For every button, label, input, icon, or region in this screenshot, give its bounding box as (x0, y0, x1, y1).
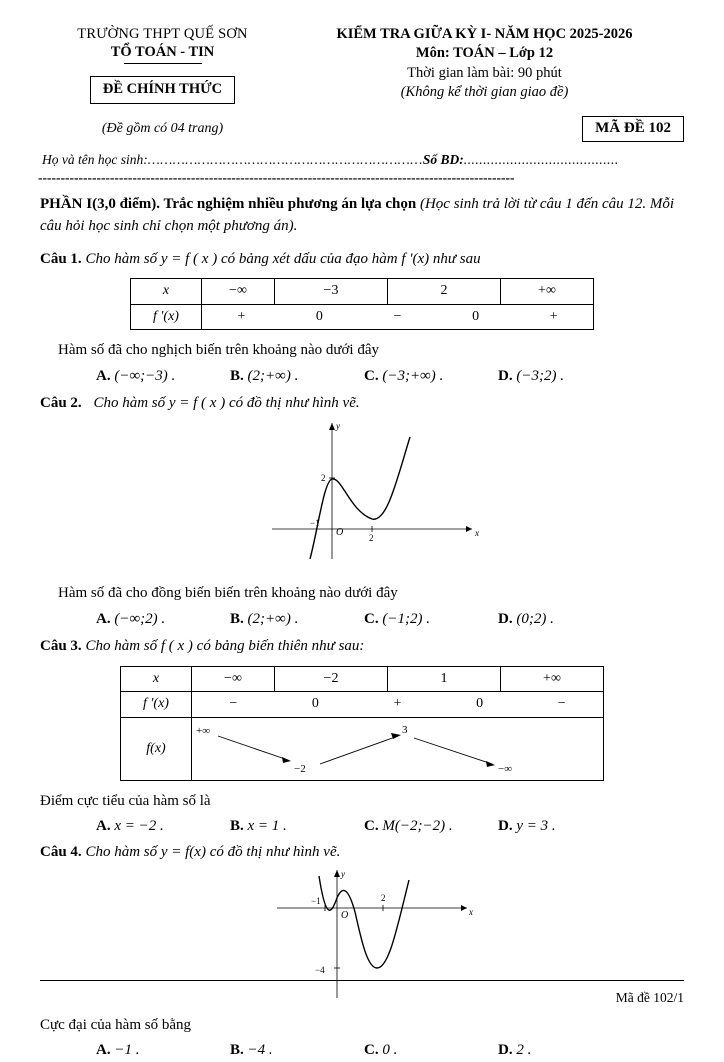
header-second-row (0, 104, 724, 142)
svg-text:x: x (475, 528, 479, 539)
question-3-stem: Cho hàm số f ( x ) có bảng biến thiên như sau: (85, 638, 365, 655)
option-c-letter: C. (364, 367, 379, 384)
exam-duration-note: (Không kể thời gian giao đề) (400, 84, 569, 100)
question-3-variation-table (120, 666, 604, 781)
cell-x-0: −∞ (192, 667, 275, 692)
sign-0: + (237, 308, 246, 324)
svg-text:2: 2 (321, 473, 326, 484)
option-c-text: (−3;+∞) . (382, 367, 444, 384)
cell-x-2: 2 (388, 279, 501, 304)
option-a-letter: A. (96, 1042, 111, 1059)
option-a[interactable] (96, 609, 230, 631)
sign-4: + (549, 308, 558, 324)
question-4-label: Câu 4. (40, 844, 82, 861)
question-3-options (40, 816, 684, 838)
sign-3: 0 (476, 696, 484, 712)
option-d-letter: D. (498, 1042, 513, 1059)
option-b-text: x = 1 . (247, 818, 287, 835)
exam-title: KIỂM TRA GIỮA KỲ I- NĂM HỌC 2025-2026 (336, 26, 633, 42)
option-b-letter: B. (230, 610, 244, 627)
option-c-text: M(−2;−2) . (382, 818, 453, 835)
option-a[interactable] (96, 366, 230, 388)
option-d[interactable] (498, 609, 632, 631)
exam-code-wrap (285, 116, 684, 142)
table-row (131, 279, 594, 304)
row-label-x: x (131, 279, 202, 304)
svg-text:−4: −4 (315, 964, 325, 975)
row-label-fprime: f '(x) (121, 692, 192, 717)
question-2-options (40, 609, 684, 631)
sign-0: − (229, 696, 238, 712)
value-minus-2: −2 (294, 762, 306, 775)
question-2-label: Câu 2. (40, 395, 82, 412)
variation-arrows-svg (192, 720, 554, 778)
svg-text:2: 2 (369, 533, 374, 544)
sign-cells (192, 692, 604, 717)
footer-divider (40, 980, 684, 981)
footer (0, 990, 724, 1006)
sign-2: − (393, 308, 402, 324)
svg-text:x: x (469, 906, 473, 917)
option-c-letter: C. (364, 818, 379, 835)
option-c-text: 0 . (382, 1042, 398, 1059)
question-1-stem: Cho hàm số y = f ( x ) có bảng xét dấu của đạo hàm f '(x) như sau (85, 250, 481, 267)
exam-subject: Môn: TOÁN – Lớp 12 (415, 45, 554, 61)
svg-text:2: 2 (381, 892, 386, 903)
question-2-graph (40, 419, 684, 577)
option-c[interactable] (364, 816, 498, 838)
option-d-letter: D. (498, 818, 513, 835)
part1-heading (40, 194, 684, 238)
option-d-text: (−3;2) . (516, 367, 564, 384)
exam-duration: Thời gian làm bài: 90 phút (407, 65, 562, 81)
cell-x-3: +∞ (501, 667, 604, 692)
option-d-letter: D. (498, 610, 513, 627)
cell-x-3: +∞ (501, 279, 594, 304)
svg-text:y: y (341, 868, 345, 879)
table-row (131, 304, 594, 329)
option-b[interactable] (230, 1040, 364, 1062)
question-3 (40, 636, 684, 658)
question-2-stem: Cho hàm số y = f ( x ) có đồ thị như hình vẽ. (93, 395, 360, 412)
option-c[interactable] (364, 1040, 498, 1062)
sign-1: 0 (311, 696, 319, 712)
sign-2: + (393, 696, 402, 712)
sbd-label: Số BD: (422, 152, 464, 167)
option-b[interactable] (230, 816, 364, 838)
option-d[interactable] (498, 816, 632, 838)
option-b-letter: B. (230, 1042, 244, 1059)
exam-body (0, 186, 724, 1062)
department-underline (124, 63, 202, 64)
option-b-text: −4 . (247, 1042, 273, 1059)
value-3: 3 (402, 723, 408, 736)
value-minus-infinity: −∞ (498, 762, 513, 775)
question-1-options (40, 366, 684, 388)
option-d-text: y = 3 . (516, 818, 556, 835)
table-row (121, 692, 604, 717)
option-a[interactable] (96, 1040, 230, 1062)
option-b-text: (2;+∞) . (247, 610, 299, 627)
question-4-stem: Cho hàm số y = f(x) có đồ thị như hình vẽ. (85, 844, 341, 861)
student-name-field[interactable]: ………………………………………………………… (147, 152, 423, 167)
exam-code-badge: MÃ ĐỀ 102 (582, 116, 684, 142)
table-row (121, 667, 604, 692)
part1-instruction: (Học sinh trả lời từ câu 1 đến câu 12. Mỗi câu hỏi học sinh chỉ chọn một phương án). (40, 196, 675, 234)
cell-x-0: −∞ (202, 279, 275, 304)
option-a-text: (−∞;2) . (114, 610, 166, 627)
option-c-letter: C. (364, 1042, 379, 1059)
option-c[interactable] (364, 609, 498, 631)
svg-text:O: O (336, 527, 344, 539)
option-a-letter: A. (96, 367, 111, 384)
official-exam-badge: ĐỀ CHÍNH THỨC (90, 76, 235, 104)
department-name: TỔ TOÁN - TIN (110, 44, 215, 60)
question-3-prompt: Điểm cực tiểu của hàm số là (40, 792, 211, 809)
svg-text:−1: −1 (311, 895, 321, 906)
header-right-block (285, 26, 684, 104)
option-a-text: −1 . (114, 1042, 140, 1059)
cell-x-1: −3 (275, 279, 388, 304)
question-4 (40, 842, 684, 864)
cell-x-1: −2 (275, 667, 388, 692)
student-info-row (0, 142, 724, 168)
pages-note: (Đề gồm có 04 trang) (101, 121, 224, 136)
option-d[interactable] (498, 1040, 632, 1062)
cell-x-2: 1 (388, 667, 501, 692)
svg-text:y: y (336, 421, 340, 432)
option-b-letter: B. (230, 367, 244, 384)
option-a-text: (−∞;−3) . (114, 367, 176, 384)
header-left-block (40, 26, 285, 104)
row-label-f: f(x) (121, 717, 192, 780)
variation-arrows-cell (192, 717, 604, 780)
document-header (0, 0, 724, 104)
question-4-prompt: Cực đại của hàm số bằng (40, 1016, 192, 1033)
option-a[interactable] (96, 816, 230, 838)
table-row (121, 717, 604, 780)
sign-3: 0 (472, 308, 480, 324)
graph-q4-svg (237, 868, 487, 1003)
option-c-text: (−1;2) . (382, 610, 430, 627)
sign-1: 0 (315, 308, 323, 324)
svg-text:−1: −1 (310, 518, 320, 529)
sign-cells (202, 304, 594, 329)
question-2-prompt: Hàm số đã cho đồng biến biến trên khoảng nào dưới đây (58, 584, 398, 601)
option-c[interactable] (364, 366, 498, 388)
school-name: TRƯỜNG THPT QUẾ SƠN (77, 26, 248, 42)
question-1-prompt: Hàm số đã cho nghịch biến trên khoảng nào dưới đây (58, 341, 379, 358)
option-d-letter: D. (498, 367, 513, 384)
header-divider: ---------------------------------------------------------------------------------------------------------- (38, 170, 515, 185)
option-b[interactable] (230, 609, 364, 631)
option-d-text: 2 . (516, 1042, 532, 1059)
sign-4: − (557, 696, 566, 712)
question-1-sign-table (130, 278, 594, 330)
question-2 (40, 393, 684, 415)
option-c-letter: C. (364, 610, 379, 627)
option-d-text: (0;2) . (516, 610, 554, 627)
page-code: Mã đề 102/1 (615, 990, 684, 1005)
option-b[interactable] (230, 366, 364, 388)
option-a-letter: A. (96, 610, 111, 627)
svg-text:O: O (341, 909, 349, 921)
value-plus-infinity: +∞ (196, 724, 211, 737)
graph-q2-svg (232, 419, 492, 569)
student-name-label: Họ và tên học sinh: (42, 152, 148, 167)
question-1-label: Câu 1. (40, 250, 82, 267)
question-3-label: Câu 3. (40, 638, 82, 655)
sbd-field[interactable]: ........................................ (463, 152, 619, 167)
option-a-text: x = −2 . (114, 818, 164, 835)
question-4-options (40, 1040, 684, 1062)
option-d[interactable] (498, 366, 632, 388)
option-b-letter: B. (230, 818, 244, 835)
question-1 (40, 249, 684, 271)
row-label-fprime: f '(x) (131, 304, 202, 329)
row-label-x: x (121, 667, 192, 692)
part1-title: PHẦN I(3,0 điểm). Trắc nghiệm nhiều phương án lựa chọn (40, 196, 417, 212)
option-a-letter: A. (96, 818, 111, 835)
option-b-text: (2;+∞) . (247, 367, 299, 384)
